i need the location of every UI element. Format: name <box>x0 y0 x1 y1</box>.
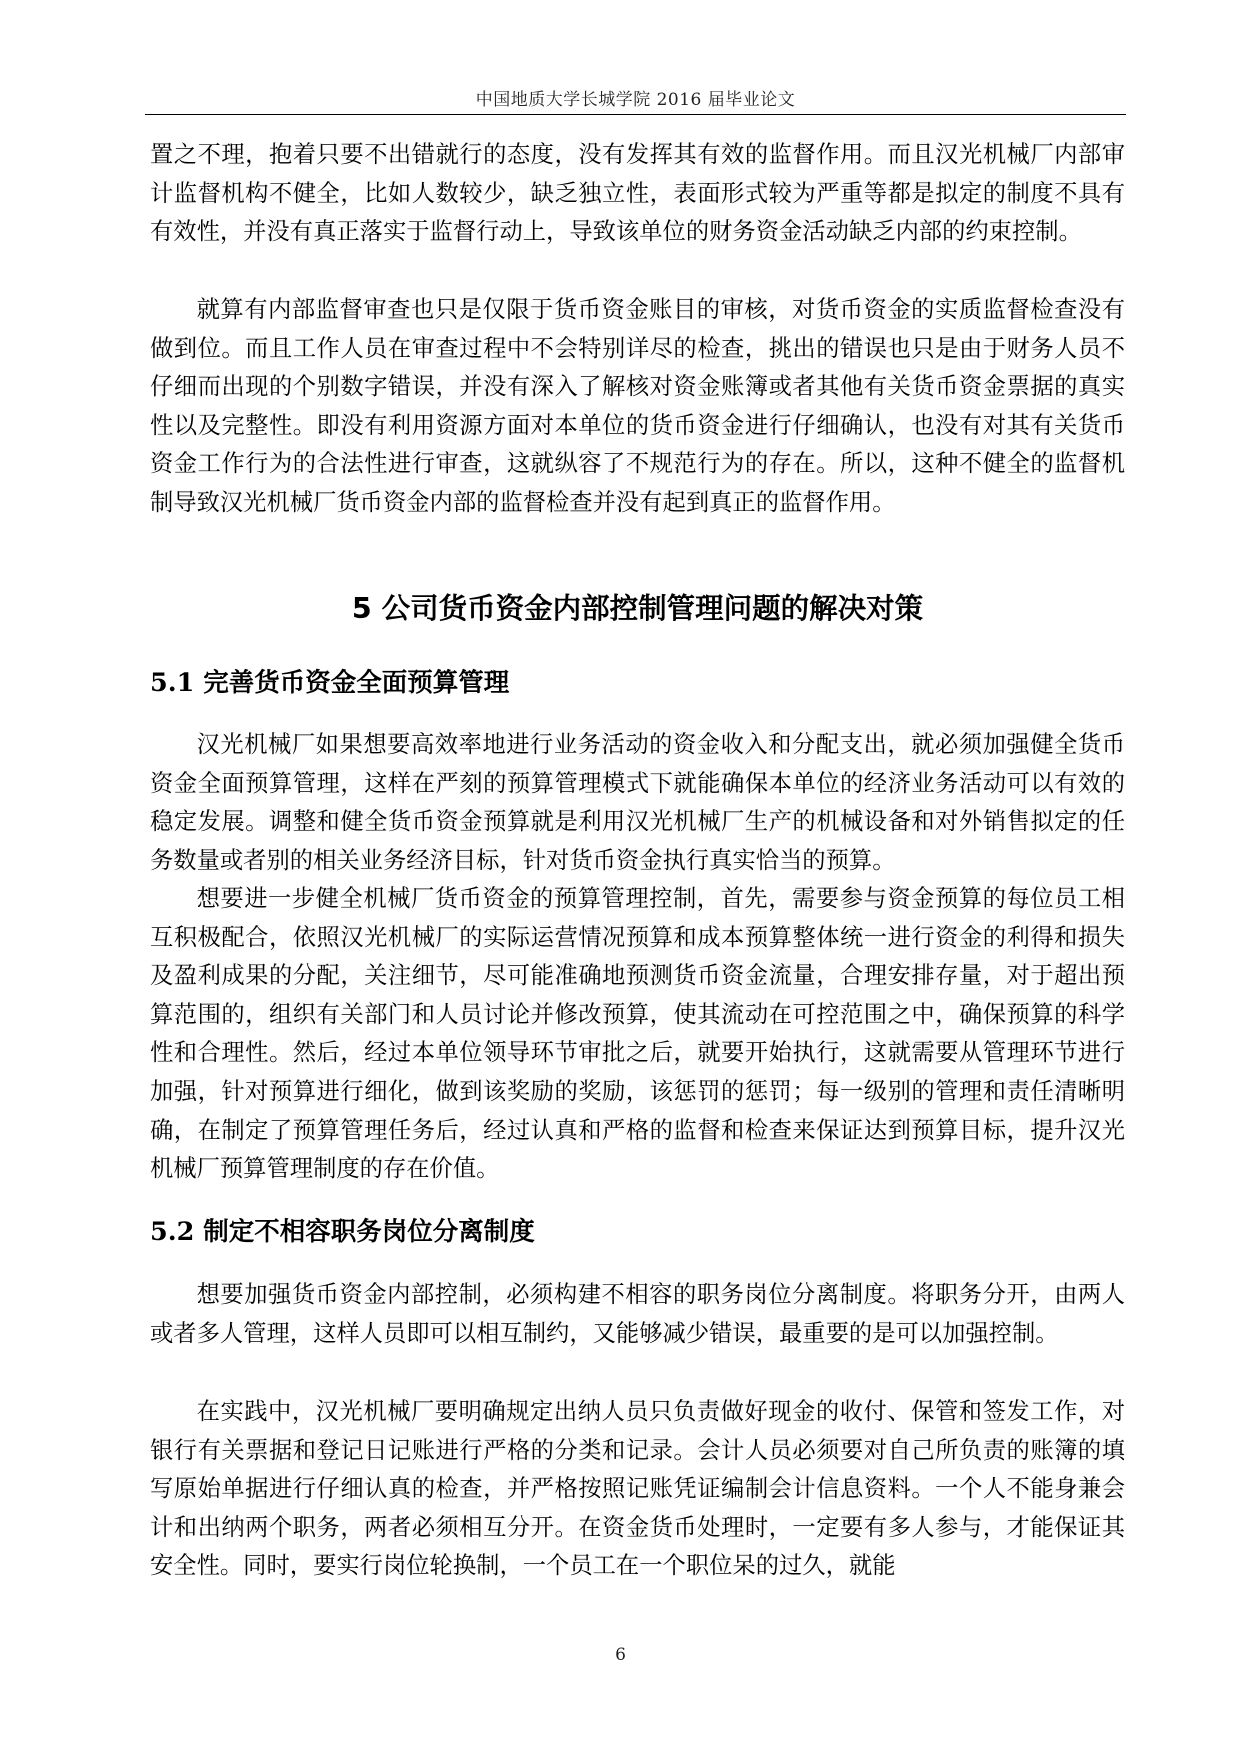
paragraph: 置之不理，抱着只要不出错就行的态度，没有发挥其有效的监督作用。而且汉光机械厂内部审计监督机构不健全，比如人数较少，缺乏独立性，表面形式较为严重等都是拟定的制度不具有有效性，并没有真正落实于监督行动上，导致该单位的财务资金活动缺乏内部的约束控制。 <box>150 141 1125 246</box>
page-number: 6 <box>615 1645 626 1665</box>
page-header-title: 中国地质大学长城学院 2016 届毕业论文 <box>475 90 796 110</box>
paragraph: 在实践中，汉光机械厂要明确规定出纳人员只负责做好现金的收付、保管和签发工作，对银行有关票据和登记日记账进行严格的分类和记录。会计人员必须要对自己所负责的账簿的填写原始单据进行仔细认真的检查，并严格按照记账凭证编制会计信息资料。一个人不能身兼会计和出纳两个职务，两者必须相互分开。在资金货币处理时，一定要有多人参与，才能保证其安全性。同时，要实行岗位轮换制，一个员工在一个职位呆的过久，就能 <box>150 1398 1125 1580</box>
section-heading: 5.1 完善货币资金全面预算管理 <box>150 668 510 698</box>
paragraph: 想要加强货币资金内部控制，必须构建不相容的职务岗位分离制度。将职务分开，由两人或者多人管理，这样人员即可以相互制约，又能够减少错误，最重要的是可以加强控制。 <box>150 1281 1125 1347</box>
chapter-heading: 5 公司货币资金内部控制管理问题的解决对策 <box>351 592 924 625</box>
paragraph: 就算有内部监督审查也只是仅限于货币资金账目的审核，对货币资金的实质监督检查没有做到位。而且工作人员在审查过程中不会特别详尽的检查，挑出的错误也只是由于财务人员不仔细而出现的个别数字错误，并没有深入了解核对资金账簿或者其他有关货币资金票据的真实性以及完整性。即没有利用资源方面对本单位的货币资金进行仔细确认，也没有对其有关货币资金工作行为的合法性进行审查，这就纵容了不规范行为的存在。所以，这种不健全的监督机制导致汉光机械厂货币资金内部的监督检查并没有起到真正的监督作用。 <box>150 296 1125 516</box>
header-divider <box>145 114 1126 115</box>
paragraph: 想要进一步健全机械厂货币资金的预算管理控制，首先，需要参与资金预算的每位员工相互积极配合，依照汉光机械厂的实际运营情况预算和成本预算整体统一进行资金的利得和损失及盈利成果的分配，关注细节，尽可能准确地预测货币资金流量，合理安排存量，对于超出预算范围的，组织有关部门和人员讨论并修改预算，使其流动在可控范围之中，确保预算的科学性和合理性。然后，经过本单位领导环节审批之后，就要开始执行，这就需要从管理环节进行加强，针对预算进行细化，做到该奖励的奖励，该惩罚的惩罚；每一级别的管理和责任清晰明确，在制定了预算管理任务后，经过认真和严格的监督和检查来保证达到预算目标，提升汉光机械厂预算管理制度的存在价值。 <box>150 885 1125 1183</box>
paragraph: 汉光机械厂如果想要高效率地进行业务活动的资金收入和分配支出，就必须加强健全货币资金全面预算管理，这样在严刻的预算管理模式下就能确保本单位的经济业务活动可以有效的稳定发展。调整和健全货币资金预算就是利用汉光机械厂生产的机械设备和对外销售拟定的任务数量或者别的相关业务经济目标，针对货币资金执行真实恰当的预算。 <box>150 731 1125 874</box>
section-heading: 5.2 制定不相容职务岗位分离制度 <box>150 1217 535 1247</box>
